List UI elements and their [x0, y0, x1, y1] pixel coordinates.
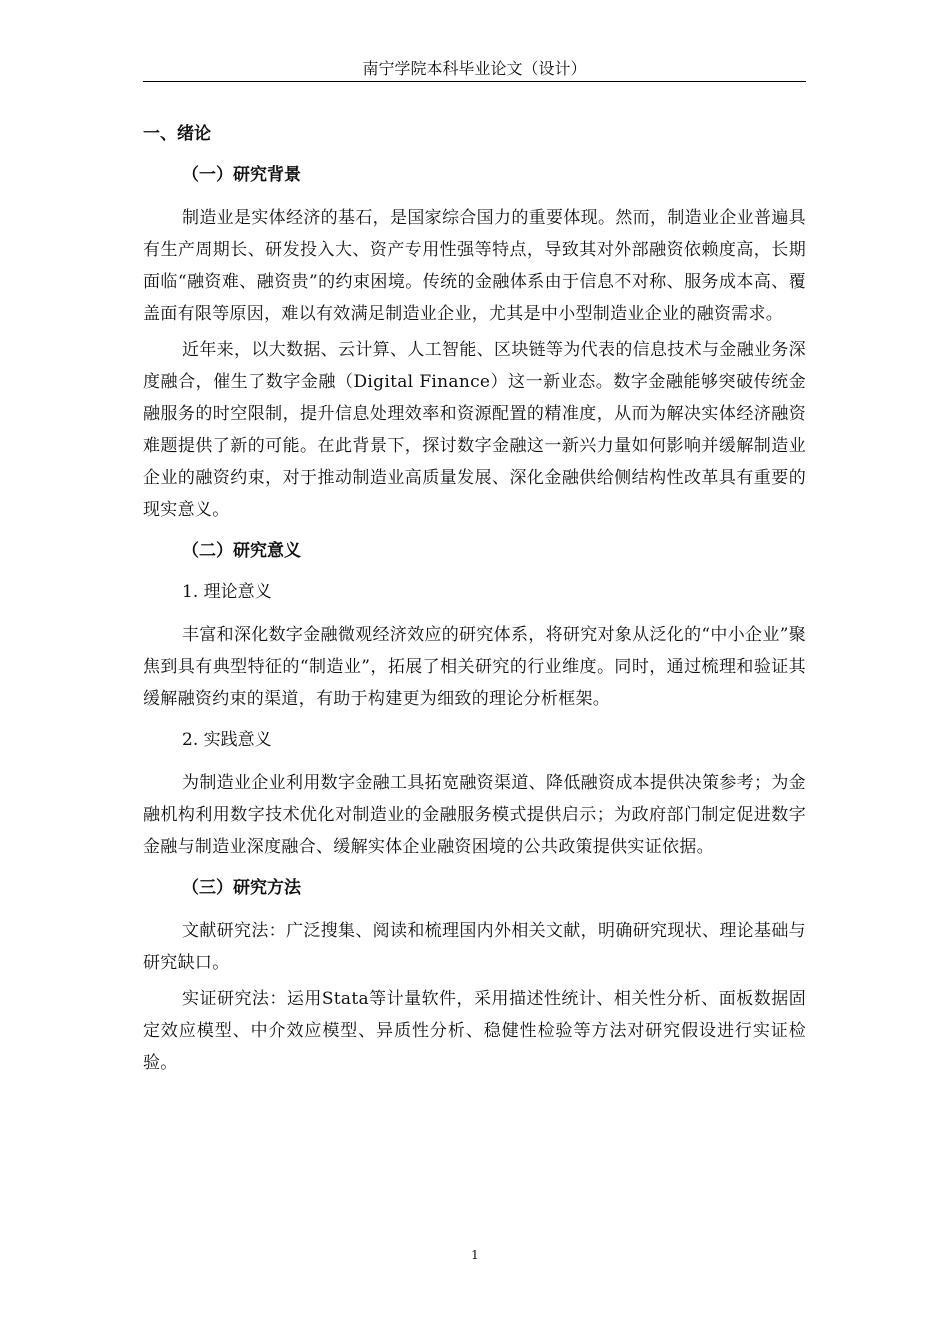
paragraph-theoretical-significance: 丰富和深化数字金融微观经济效应的研究体系，将研究对象从泛化的“中小企业”聚焦到具有典型特征的“制造业”，拓展了相关研究的行业维度。同时，通过梳理和验证其缓解融资约束的渠道，有助于构建更为细致的理论分析框架。	[143, 625, 806, 709]
chapter-heading: 一、绪论	[143, 124, 211, 144]
page-body	[143, 120, 806, 1083]
header-divider	[143, 81, 806, 82]
paragraph-practical-significance: 为制造业企业利用数字金融工具拓宽融资渠道、降低融资成本提供决策参考；为金融机构利用数字技术优化对制造业的金融服务模式提供启示；为政府部门制定促进数字金融与制造业深度融合、缓解实体企业融资困境的公共政策提供实证依据。	[143, 773, 806, 857]
section-heading-significance: （二）研究意义	[182, 541, 301, 561]
paragraph-background-1: 制造业是实体经济的基石，是国家综合国力的重要体现。然而，制造业企业普遍具有生产周期长、研发投入大、资产专用性强等特点，导致其对外部融资依赖度高，长期面临“融资难、融资贵”的约束困境。传统的金融体系由于信息不对称、服务成本高、覆盖面有限等原因，难以有效满足制造业企业，尤其是中小型制造业企业的融资需求。	[143, 208, 806, 324]
page-header-title: 南宁学院本科毕业论文（设计）	[362, 59, 587, 78]
paragraph-empirical-method: 实证研究法：运用Stata等计量软件，采用描述性统计、相关性分析、面板数据固定效应模型、中介效应模型、异质性分析、稳健性检验等方法对研究假设进行实证检验。	[143, 989, 806, 1073]
page-number: 1	[471, 1248, 479, 1262]
section-heading-methods: （三）研究方法	[182, 878, 301, 898]
subheading-practical-significance: 2. 实践意义	[182, 730, 272, 750]
section-heading-background: （一）研究背景	[182, 165, 301, 185]
paragraph-background-2: 近年来，以大数据、云计算、人工智能、区块链等为代表的信息技术与金融业务深度融合，催生了数字金融（Digital Finance）这一新业态。数字金融能够突破传统金融服务的时空限制，提升信息处理效率和资源配置的精准度，从而为解决实体经济融资难题提供了新的可能。在此背景下，探讨数字金融这一新兴力量如何影响并缓解制造业企业的融资约束，对于推动制造业高质量发展、深化金融供给侧结构性改革具有重要的现实意义。	[143, 340, 806, 520]
subheading-theoretical-significance: 1. 理论意义	[182, 582, 272, 602]
paragraph-literature-method: 文献研究法：广泛搜集、阅读和梳理国内外相关文献，明确研究现状、理论基础与研究缺口。	[143, 921, 806, 973]
